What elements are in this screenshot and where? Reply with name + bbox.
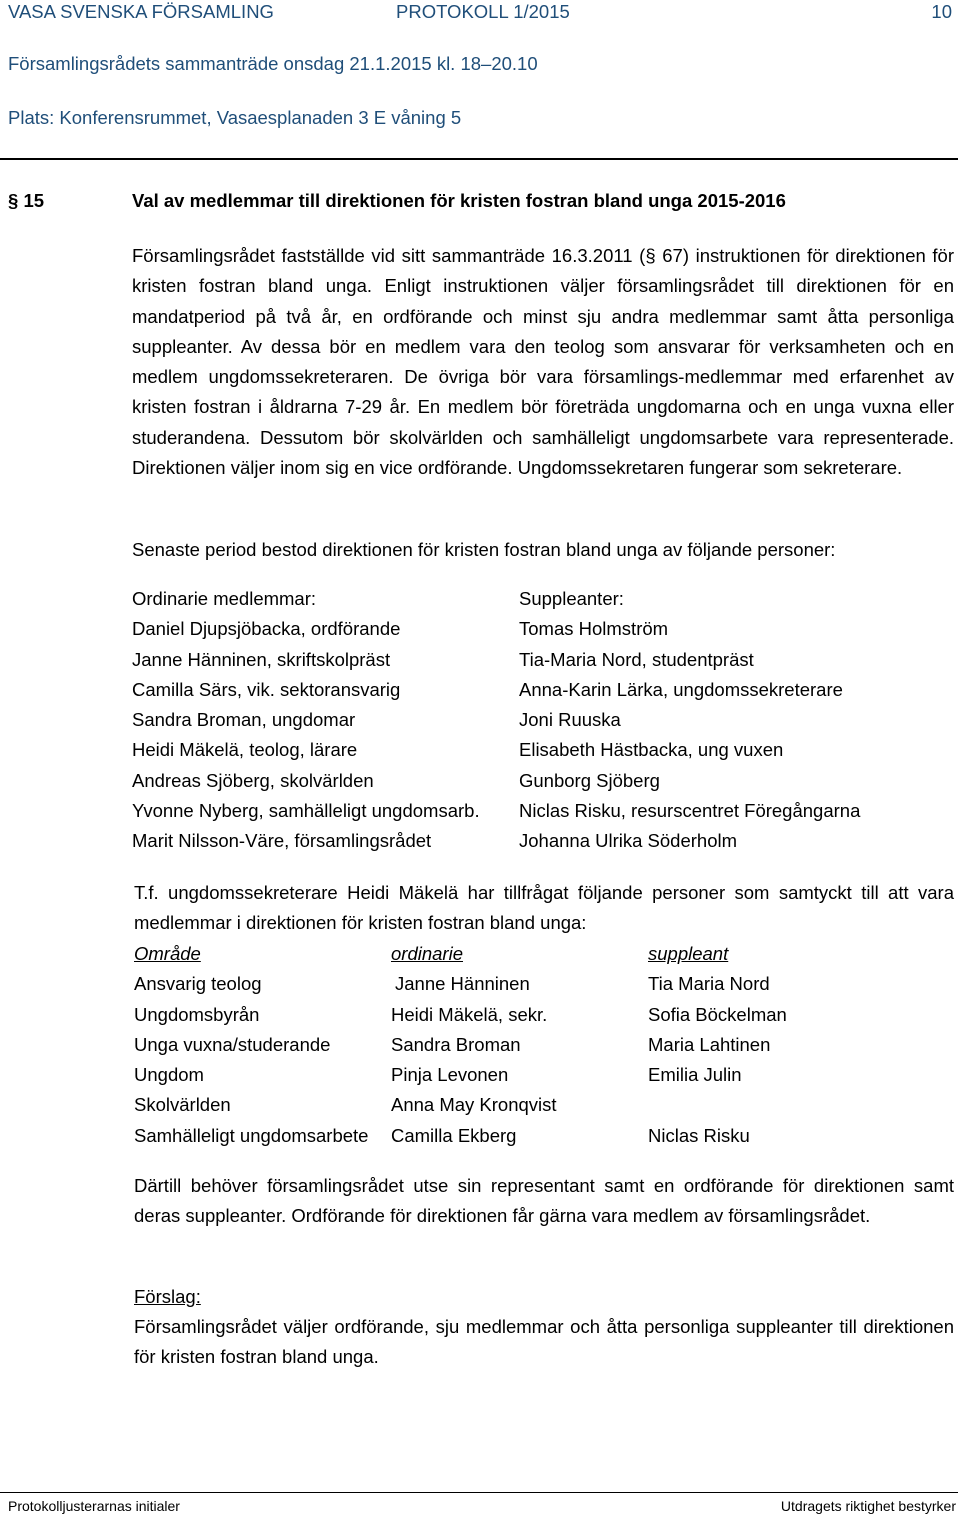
previous-period-paragraph: Senaste period bestod direktionen för kristen fostran bland unga av följande personer: <box>132 539 836 560</box>
section-number: 15 <box>23 190 45 211</box>
table-cell: Camilla Ekberg <box>391 1124 517 1146</box>
page-number: 10 <box>931 1 952 22</box>
list-item: Tia-Maria Nord, studentpräst <box>519 648 754 670</box>
table-cell: Samhälleligt ungdomsarbete <box>134 1124 369 1146</box>
proposal-label: Förslag: <box>134 1286 201 1307</box>
intro-paragraph: Församlingsrådet fastställde vid sitt sammanträde 16.3.2011 (§ 67) instruktionen för direktionen för kristen fostran bland unga. Enligt instruktionen väljer församlingsrådet till direktionen för en mandatperiod på två år, en ordförande och minst sju andra medlemmar samt åtta personliga suppleanter. Av dessa bör en medlem vara den teolog som ansvarar för verksamheten och en medlem ungdomssekreteraren. De övriga bör vara församlings-medlemmar med erfarenhet av kristen fostran i åldrarna 7-29 år. En medlem bör företräda ungdomarna och en unga vuxna eller studerandena. Dessutom bör skolvärlden och samhälleligt ungdomsarbete vara representerade. Direktionen väljer inom sig en vice ordförande. Ungdomssekretaren fungerar som sekreterare. <box>132 245 954 479</box>
table-cell: Emilia Julin <box>648 1064 742 1086</box>
proposal-intro-paragraph: T.f. ungdomssekreterare Heidi Mäkelä har tillfrågat följande personer som samtyckt till att vara medlemmar i direktionen för kristen fostran bland unga: <box>134 882 954 934</box>
additional-paragraph: Därtill behöver församlingsrådet utse sin representant samt en ordförande för direktionen samt deras suppleanter. Ordförande för direktionen får gärna vara medlem av församlingsrådet. <box>134 1175 954 1227</box>
section-heading <box>8 189 786 213</box>
table-cell: Pinja Levonen <box>391 1064 509 1086</box>
list-item: Johanna Ulrika Söderholm <box>519 830 738 852</box>
list-item: Camilla Särs, vik. sektoransvarig <box>132 678 401 700</box>
table-cell: Heidi Mäkelä, sekr. <box>391 1003 548 1025</box>
list-item: Yvonne Nyberg, samhälleligt ungdomsarb. <box>132 800 480 822</box>
meeting-place: Plats: Konferensrummet, Vasaesplanaden 3 E våning 5 <box>8 107 462 128</box>
ordinary-members-heading: Ordinarie medlemmar: <box>132 588 317 609</box>
substitutes-heading: Suppleanter: <box>519 588 624 609</box>
table-cell: Ungdomsbyrån <box>134 1003 260 1025</box>
footer-initials-label: Protokolljusterarnas initialer <box>8 1498 180 1514</box>
meeting-info: Församlingsrådets sammanträde onsdag 21.1.2015 kl. 18–20.10 <box>8 53 538 74</box>
list-item: Andreas Sjöberg, skolvärlden <box>132 769 374 791</box>
list-item: Janne Hänninen, skriftskolpräst <box>132 648 391 670</box>
footer-certification-label: Utdragets riktighet bestyrker <box>780 1498 956 1514</box>
table-cell: Skolvärlden <box>134 1094 231 1116</box>
list-item: Sandra Broman, ungdomar <box>132 709 356 731</box>
list-item: Daniel Djupsjöbacka, ordförande <box>132 618 401 640</box>
table-cell: Anna May Kronqvist <box>391 1094 557 1116</box>
table-cell: Unga vuxna/studerande <box>134 1033 331 1055</box>
organization-name: VASA SVENSKA FÖRSAMLING <box>8 1 274 22</box>
list-item: Joni Ruuska <box>519 709 621 731</box>
list-item: Gunborg Sjöberg <box>519 769 660 791</box>
list-item: Marit Nilsson-Väre, församlingsrådet <box>132 830 432 852</box>
table-cell: Maria Lahtinen <box>648 1033 771 1055</box>
table-cell: Ansvarig teolog <box>134 973 262 995</box>
table-cell: Tia Maria Nord <box>648 973 770 995</box>
table-header-substitute: suppleant <box>648 943 729 964</box>
table-header-ordinary: ordinarie <box>391 943 463 964</box>
substitutes-list <box>519 584 860 857</box>
list-item: Niclas Risku, resurscentret Föregångarna <box>519 800 861 822</box>
table-cell: Sofia Böckelman <box>648 1003 787 1025</box>
ordinary-members-list <box>132 584 480 857</box>
footer-divider <box>0 1492 958 1493</box>
protocol-number: PROTOKOLL 1/2015 <box>396 1 570 22</box>
section-symbol: § <box>8 190 19 211</box>
table-cell: Ungdom <box>134 1064 204 1086</box>
list-item: Tomas Holmström <box>519 618 669 640</box>
proposal-text: Församlingsrådet väljer ordförande, sju medlemmar och åtta personliga suppleanter till direktionen för kristen fostran bland unga. <box>134 1316 954 1368</box>
table-header-area: Område <box>134 943 201 964</box>
list-item: Anna-Karin Lärka, ungdomssekreterare <box>519 678 843 700</box>
list-item: Elisabeth Hästbacka, ung vuxen <box>519 739 784 761</box>
table-cell: Sandra Broman <box>391 1033 521 1055</box>
header-divider <box>0 158 958 160</box>
section-title: Val av medlemmar till direktionen för kristen fostran bland unga 2015-2016 <box>132 190 786 211</box>
list-item: Heidi Mäkelä, teolog, lärare <box>132 739 358 761</box>
table-cell: Janne Hänninen <box>395 973 530 995</box>
table-cell: Niclas Risku <box>648 1124 750 1146</box>
